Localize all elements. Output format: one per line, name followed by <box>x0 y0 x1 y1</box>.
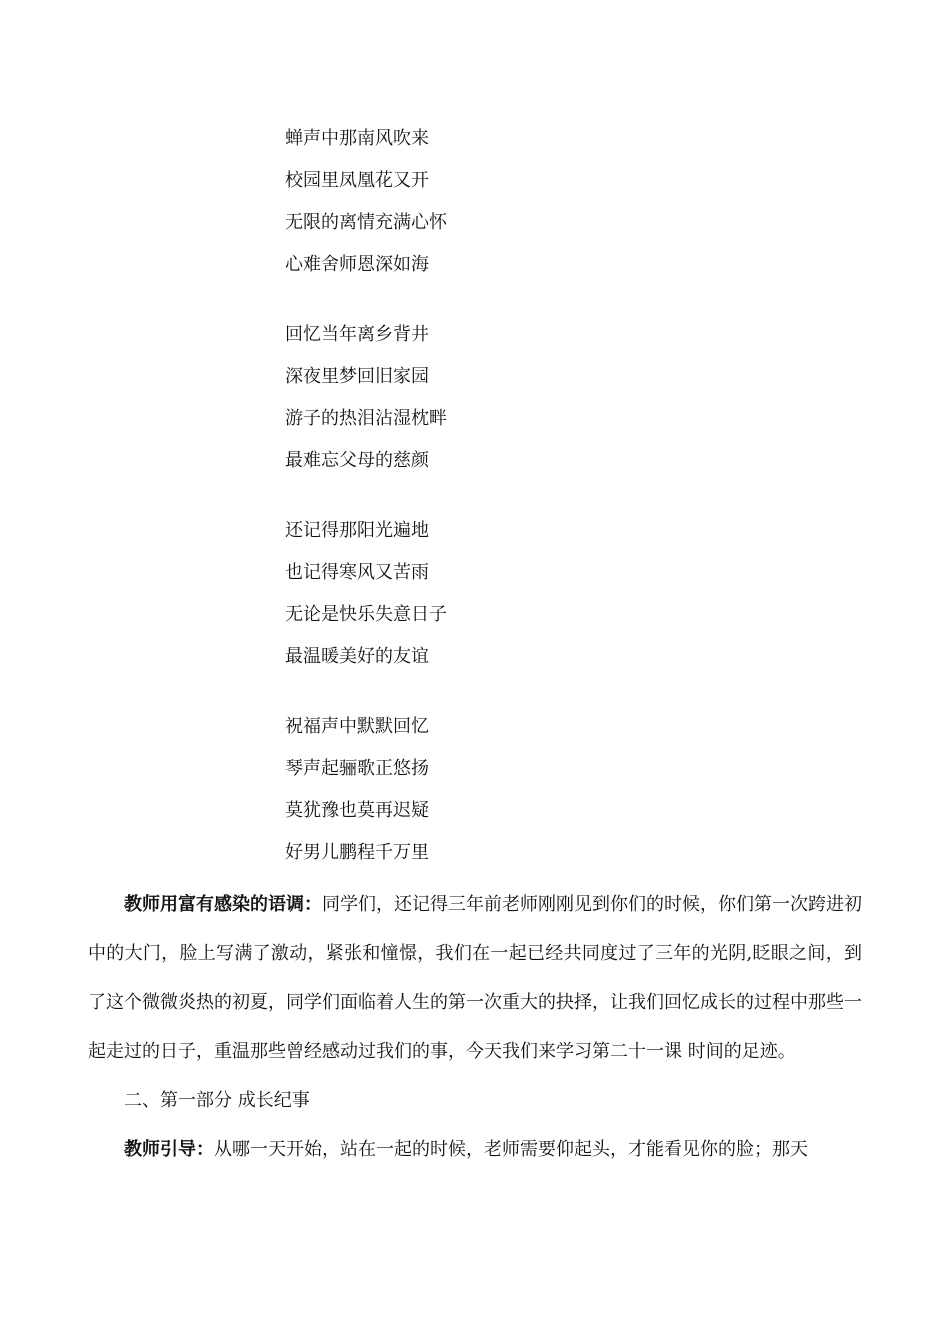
paragraph-text: 同学们，还记得三年前老师刚刚见到你们的时候，你们第一次跨进初中的大门，脸上写满了激动，紧张和憧憬，我们在一起已经共同度过了三年的光阴,眨眼之间，到了这个微微炎热的初夏，同学们面临着人生的第一次重大的抉择，让我们回忆成长的过程中那些一起走过的日子，重温那些曾经感动过我们的事，今天我们来学习第二十一课 时间的足迹。 <box>88 894 862 1062</box>
poem-line: 也记得寒风又苦雨 <box>285 562 429 583</box>
poem-line: 最温暖美好的友谊 <box>285 646 429 667</box>
poem-line: 还记得那阳光遍地 <box>285 520 429 541</box>
poem-stanza-4 <box>285 706 685 874</box>
poem-line: 校园里凤凰花又开 <box>285 170 429 191</box>
poem-stanza-1 <box>285 118 685 286</box>
poem-line: 无论是快乐失意日子 <box>285 604 447 625</box>
poem-line: 游子的热泪沾湿枕畔 <box>285 408 447 429</box>
poem-line: 祝福声中默默回忆 <box>285 716 429 737</box>
paragraph-teacher-guide <box>88 1125 862 1174</box>
paragraph-lead: 教师用富有感染的语调： <box>124 894 322 915</box>
poem-line: 莫犹豫也莫再迟疑 <box>285 800 429 821</box>
poem-stanza-2 <box>285 314 685 482</box>
poem <box>285 118 685 902</box>
poem-line: 回忆当年离乡背井 <box>285 324 429 345</box>
poem-line: 琴声起骊歌正悠扬 <box>285 758 429 779</box>
poem-line: 好男儿鹏程千万里 <box>285 842 429 863</box>
poem-line: 蝉声中那南风吹来 <box>285 128 429 149</box>
paragraph-teacher-intro <box>88 880 862 1076</box>
paragraph-text: 从哪一天开始，站在一起的时候，老师需要仰起头，才能看见你的脸；那天 <box>214 1139 808 1160</box>
body-text <box>88 880 862 1174</box>
poem-line: 心难舍师恩深如海 <box>285 254 429 275</box>
poem-line: 最难忘父母的慈颜 <box>285 450 429 471</box>
paragraph-lead: 教师引导： <box>124 1139 214 1160</box>
section-heading: 二、第一部分 成长纪事 <box>124 1090 310 1111</box>
poem-stanza-3 <box>285 510 685 678</box>
poem-line: 无限的离情充满心怀 <box>285 212 447 233</box>
poem-line: 深夜里梦回旧家园 <box>285 366 429 387</box>
